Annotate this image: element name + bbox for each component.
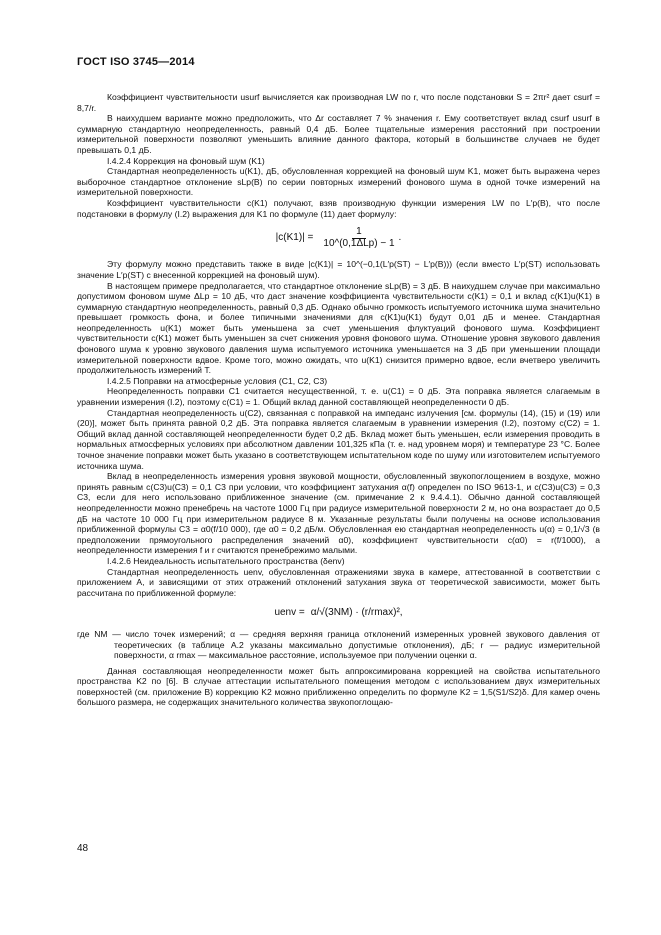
formula-denominator: 10^(0,1ΔLp) − 1 [323, 237, 395, 249]
document-header: ГОСТ ISO 3745—2014 [77, 56, 195, 68]
paragraph: Неопределенность поправки C1 считается несущественной, т. е. u(C1) = 0 дБ. Эта поправка является слагаемым в уравнении измерения (I.2), поэтому c(C1) = 1. Общий вклад данной составляющей неопределенности 0 дБ. [77, 386, 600, 408]
paragraph: Коэффициент чувствительности c(K1) получают, взяв производную функции измерения LW по L′p(B), что после подстановки в формулу (I.2) выражения для K1 по формуле (11) дает формулу: [77, 197, 600, 219]
page-body [77, 92, 600, 708]
section-title: I.4.2.6 Неидеальность испытательного пространства (δenv) [107, 555, 345, 566]
formula-fraction [319, 227, 398, 249]
formula-rhs: α/√(3NM) · (r/rmax)² [310, 607, 400, 619]
section-title: I.4.2.4 Коррекция на фоновый шум (K1) [107, 155, 265, 166]
formula-lhs: uenv = [274, 607, 305, 619]
formula-lhs: |c(K1)| = [275, 231, 314, 243]
paragraph: Эту формулу можно представить также в виде |c(K1)| = 10^(−0,1(L′p(ST) − L′p(B))) (если вместо L′p(ST) использовать значение L′p(ST) с внесенной коррекцией на фоновый шум). [77, 259, 600, 280]
formula-period: . [398, 231, 402, 243]
paragraph: Стандартная неопределенность u(C2), связанная с поправкой на импеданс излучения [см. формулы (14), (15) и (19) или (20)], может быть принята равной 0,2 дБ. Эта поправка является слагаемым в уравнении измерения (I.2), поэтому c(C2) = 1. Общий вклад данной составляющей неопределенности будет 0,2 дБ. Вклад может быть уменьшен, если измерения проводить в нормальных атмосферных условиях при абсолютном давлении 101,325 кПа (т. е. над уровнем моря) и температуре 23 °C. Более точное значение поправки может быть указано в соответствующем испытательном коде по шуму или изготовителем испытуемого источника шума. [77, 407, 600, 471]
formula-sensitivity [77, 227, 600, 249]
paragraph: В настоящем примере предполагается, что стандартное отклонение sLp(B) = 3 дБ. В наихудшем случае при максимально допустимом фоновом шуме ΔLp = 10 дБ, что даст значение коэффициента чувствительности c(K1) = 0,1 и вклад c(K1)u(K1) в суммарную стандартную неопределенность, равный 0,3 дБ. Однако обычно громкость испытуемого источника шума значительно превышает громкость фона, и более типичными значениями для c(K1)u(K1) будут 0,01 дБ и менее. Стандартная неопределенность u(K1) может быть уменьшена за счет уменьшения флуктуаций фонового шума. Коэффициент чувствительности c(K1) может быть уменьшен за счет снижения уровня фонового шума. Отношение уровня звукового давления фонового шума к уровню звукового давления шума испытуемого источника уменьшается на 3 дБ при уменьшении площади измерительной поверхности вдвое. Кроме того, можно ожидать, что u(K1) снизится примерно вдвое, если вчетверо увеличить продолжительность измерений T. [77, 280, 600, 376]
where-clause [77, 629, 600, 661]
paragraph: Вклад в неопределенность измерения уровня звуковой мощности, обусловленный звукопоглощением в воздухе, можно принять равным c(C3)u(C3) = 0,1 C3 при условии, что коэффициент затухания α(f) определен по ISO 9613-1, и c(C3)u(C3) = 0,3 C3, если для него использовано приближенное значение (см. примечание 2 к 9.4.4.1). Обычно данной составляющей неопределенности можно пренебречь на частоте 1000 Гц при радиусе измерительной поверхности 2 м, но она возрастает до 0,5 дБ на частоте 10 000 Гц при измерительном радиусе 8 м. Указанные результаты были получены на основе использования приближенной формулы C3 = α0(f/10 000), где α0 = 0,2 дБ/м. Обусловленная ею стандартная неопределенность u(α) = 0,1/√3 (в предположении прямоугольного распределения значений α0), коэффициент чувствительности c(α0) = r(f/1000), а неопределенности измерения f и r считаются пренебрежимо малыми. [77, 471, 600, 556]
paragraph: Стандартная неопределенность u(K1), дБ, обусловленная коррекцией на фоновый шум K1, может быть выражена через выборочное стандартное отклонение sLp(B) по серии повторных измерений фонового шума в одной точке измерений на измерительной поверхности. [77, 166, 600, 198]
formula-period: , [399, 607, 403, 619]
paragraph: Стандартная неопределенность uenv, обусловленная отражениями звука в камере, аттестованной в соответствии с приложением А, и зависящими от этих отражений отклонений затухания звука от теоретической зависимости, может быть рассчитана по приближенной формуле: [77, 566, 600, 598]
paragraph: В наихудшем варианте можно предположить, что Δr составляет 7 % значения r. Ему соответствует вклад csurf usurf в суммарную стандартную неопределенность, равный 0,4 дБ. Более тщательные измерения расстояний при построении измерительной поверхности позволяют уменьшить влияние данного фактора, который в большинстве случаев не будет превышать 0,1 дБ. [77, 113, 600, 155]
formula-uenv [77, 608, 600, 619]
page-number: 48 [77, 843, 89, 854]
paragraph: Коэффициент чувствительности usurf вычисляется как производная LW по r, что после подстановки S = 2πr² дает csurf = 8,7/r. [77, 92, 600, 113]
paragraph: Данная составляющая неопределенности может быть аппроксимирована коррекцией на свойства испытательного пространства K2 по [6]. В случае аттестации испытательного помещения методом с использованием двух измерительных поверхностей (см. приложение В) коррекцию K2 можно приближенно определить по формуле K2 = 1,5(S1/S2)δ. Для камер очень большого размера, не содержащих значительного количества звукопоглощаю- [77, 665, 600, 708]
where-definitions: где NM — число точек измерений; α — средняя верхняя граница отклонений измеренных уровней звукового давления от теоретических (в таблице А.2 указаны максимально допустимые отклонения), дБ; r — радиус измерительной поверхности, α rmax — максимальное расстояние, используемое при получении оценки α. [77, 628, 600, 661]
formula-numerator: 1 [352, 227, 366, 239]
section-title: I.4.2.5 Поправки на атмосферные условия (C1, C2, C3) [107, 375, 328, 386]
